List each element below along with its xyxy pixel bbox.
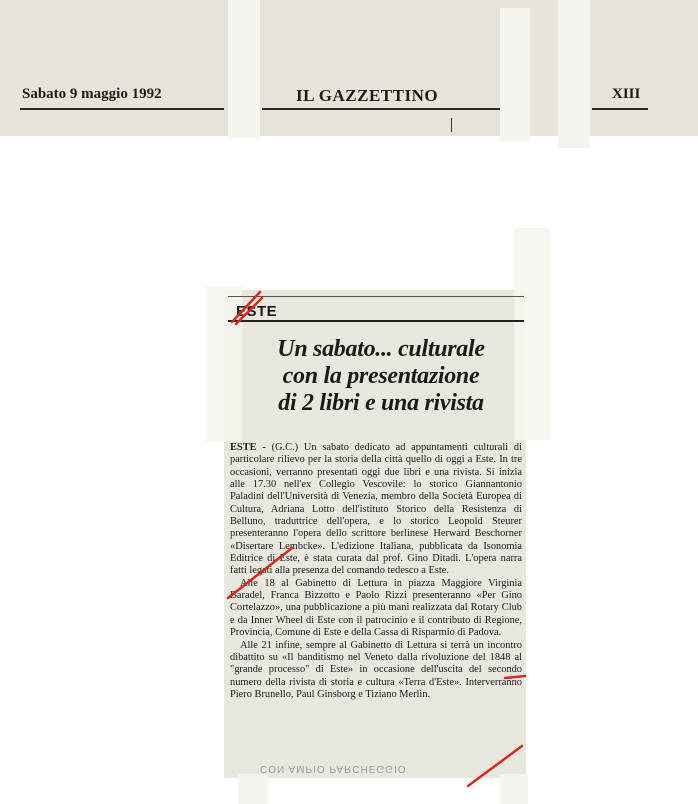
tape-piece [500, 8, 530, 142]
masthead-rule [262, 108, 500, 110]
article-headline [238, 336, 524, 417]
tape-piece [500, 774, 528, 804]
masthead-tick [451, 118, 452, 132]
masthead-rule [592, 108, 648, 110]
headline-line: con la presentazione [282, 363, 480, 389]
tape-piece [558, 0, 590, 148]
reverse-side-stamp: CON AMPIO PARCHEGGIO [260, 763, 407, 774]
article-paragraph: Alle 21 infine, sempre al Gabinetto di Lettura si terrà un incontro dibattito su «Il banditismo nel Veneto dalla rivoluzione del 1848 al "grande processo" di Este» in occasione dell'uscita del secondo numero della rivista di storia e cultura «Terra d'Este». Interverranno Piero Brunello, Paul Ginsborg e Tiziano Merlin. [230, 639, 522, 700]
section-top-rule [228, 296, 524, 297]
tape-piece [228, 0, 260, 138]
section-rule [228, 320, 524, 322]
article-paragraph: Alle 18 al Gabinetto di Lettura in piazza Maggiore Virginia Baradel, Franca Bizzotto e Paolo Rizzi presenteranno «Per Gino Cortelazzo», una pubblicazione a più mani realizzata dal Rotary Club e da Inner Wheel di Este con il patrocinio e il contributo di Regione, Provincia, Comune di Este e della Cassa di Risparmio di Padova. [230, 577, 522, 639]
masthead-newspaper-name: IL GAZZETTINO [296, 86, 439, 105]
tape-piece [238, 774, 268, 804]
masthead-rule [20, 108, 224, 110]
article-paragraph-text: (G.C.) Un sabato dedicato ad appuntamenti culturali di particolare rilievo per la storia della città quello di oggi a Este. In tre occasioni, verranno presentati oggi due libri e una rivista. Si inizia alle 17.30 nell'ex Collegio Vescovile: lo storico Giannantonio Paladini dell'Università di Venezia, membro della Società Europea di Cultura, Adriana Lotto dell'istituto Storico della Resistenza di Belluno, traduttrice dell'opera, e lo storico Leopold Steurer presenteranno l'opera dello scrittore berlinese Herward Beschorner «Disertare Lembcke». L'edizione Italiana, pubblicata da Isonomia Editrice di Este, è stata curata dal prof. Gino Ditadi. L'opera narra fatti legati alla presenza del comando tedesco a Este. [230, 442, 522, 577]
headline-line: Un sabato... culturale [277, 336, 485, 362]
article-paragraph [230, 442, 522, 578]
section-label: ESTE [236, 303, 278, 320]
article-dateline: ESTE - [230, 442, 266, 453]
masthead-strip [0, 0, 698, 136]
headline-line: di 2 libri e una rivista [278, 390, 484, 416]
article-body [230, 442, 522, 701]
masthead-page-number: XIII [612, 86, 641, 102]
masthead-date: Sabato 9 maggio 1992 [22, 86, 162, 102]
